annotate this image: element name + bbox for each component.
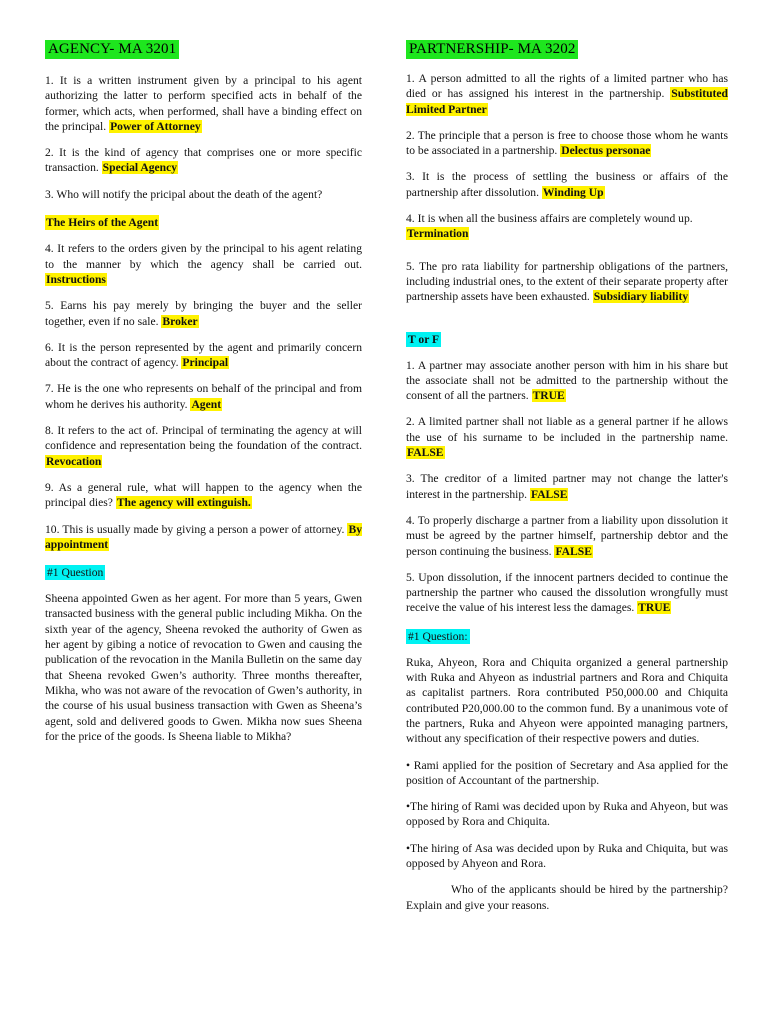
answer-highlight: TRUE — [532, 389, 565, 403]
partnership-question-prompt: Who of the applicants should be hired by the partnership? Explain and give your reasons. — [406, 883, 728, 912]
answer-highlight: Power of Attorney — [110, 119, 201, 133]
agency-item-5: 5. Earns his pay merely by bringing the buyer and the seller together, even if no sale. Broker — [45, 299, 362, 328]
tf-item-1: 1. A partner may associate another person with him in his share but the associate shall not be admitted to the partnership without the consent of all the partners. TRUE — [406, 358, 728, 403]
agency-item-7: 7. He is the one who represents on behalf of the principal and from whom he derives his authority. Agent — [45, 382, 362, 411]
answer-highlight: FALSE — [407, 446, 444, 460]
agency-item-4: 4. It refers to the orders given by the principal to his agent relating to the manner by which the agency shall be carried out. Instructions — [45, 242, 362, 286]
answer-highlight: FALSE — [530, 487, 568, 501]
agency-item-3: 3. Who will notify the pricipal about the death of the agent? — [45, 187, 323, 201]
tf-item-5: 5. Upon dissolution, if the innocent partners decided to continue the partnership the partner who caused the dissolution wrongfully must receive the value of his interest less the damages. TRUE — [406, 570, 728, 615]
agency-item-6: 6. It is the person represented by the agent and primarily concern about the contract of agency. Principal — [45, 340, 362, 370]
partnership-item-3: 3. It is the process of settling the business or affairs of the partnership after dissolution. Winding Up — [406, 170, 728, 199]
partnership-question-paragraph: •The hiring of Rami was decided upon by Ruka and Ahyeon, but was opposed by Rora and Chiquita. — [406, 800, 728, 829]
agency-item-8: 8. It refers to the act of. Principal of terminating the agency at will confidence and representation being the foundation of the contract. Revocation — [45, 424, 362, 468]
answer-highlight: Agent — [191, 397, 222, 411]
tf-item-4: 4. To properly discharge a partner from a liability upon dissolution it must be agreed by the partner himself, partnership debtor and the person continuing the business. FALSE — [406, 513, 728, 558]
agency-item-10: 10. This is usually made by giving a person a power of attorney. By appointment — [45, 522, 362, 551]
answer-highlight: By appointment — [45, 522, 362, 551]
tf-label: T or F — [408, 332, 440, 346]
question-label: #1 Question — [47, 566, 104, 580]
question-label: #1 Question: — [408, 629, 468, 643]
agency-column — [45, 40, 362, 755]
tf-item-2: 2. A limited partner shall not liable as a general partner if he allows the use of his surname to be included in the partnership name. FALSE — [406, 415, 728, 460]
answer-highlight: Revocation — [46, 454, 102, 468]
answer-highlight: Special Agency — [102, 161, 178, 175]
partnership-title: PARTNERSHIP- MA 3202 — [406, 40, 578, 59]
answer-highlight: Termination — [407, 227, 469, 241]
answer-highlight: Winding Up — [542, 185, 604, 199]
answer-highlight: Substituted Limited Partner — [406, 87, 728, 116]
answer-highlight: Principal — [182, 356, 229, 370]
agency-item-1: 1. It is a written instrument given by a principal to his agent authorizing the latter to perform specified acts in behalf of the former, which acts, when performed, shall have a binding effect on the principal. Power of Attorney — [45, 74, 362, 133]
answer-highlight: Instructions — [46, 272, 106, 286]
partnership-question-paragraph: Ruka, Ahyeon, Rora and Chiquita organized a general partnership with Ruka and Ahyeon as industrial partners and Rora and Chiquita as capitalist partners. Rora contributed P50,000.00 and Chiquita contributed P20,000.00 to the common fund. By a unanimous vote of the partners, Ruka and Ahyeon were appointed managing partners, without any specification of their respective powers and duties. — [406, 655, 728, 746]
answer-highlight: Broker — [162, 314, 198, 328]
partnership-question-paragraph: •The hiring of Asa was decided upon by Ruka and Chiquita, but was opposed by Ahyeon and Rora. — [406, 841, 728, 870]
answer-highlight: TRUE — [638, 601, 671, 615]
agency-item-2: 2. It is the kind of agency that comprises one or more specific transaction. Special Agency — [45, 146, 362, 175]
agency-title: AGENCY- MA 3201 — [45, 40, 179, 59]
answer-highlight: Delectus personae — [561, 144, 651, 158]
partnership-column — [406, 40, 728, 924]
tf-item-3: 3. The creditor of a limited partner may not change the latter's interest in the partnership. FALSE — [406, 472, 728, 501]
agency-question-text: Sheena appointed Gwen as her agent. For more than 5 years, Gwen transacted business with the general public including Mikha. On the sixth year of the agency, Sheena revoked the authority of Gwen as her agent by gibing a notice of revocation to Gwen and causing the publication of the revocation in the Manila Bulletin on the same day that Sheena revoked Gwen’s authority. Three months thereafter, Mikha, who was not aware of the revocation of Gwen’s authority, in the course of his usual business transaction with Gwen as Sheena’s agent, sold and delivered goods to Gwen. Mikha now sues Sheena for the price of the goods. Is Sheena liable to Mikha? — [45, 592, 362, 743]
partnership-question-paragraph: • Rami applied for the position of Secretary and Asa applied for the position of Accountant of the partnership. — [406, 758, 728, 787]
answer-highlight: FALSE — [555, 544, 592, 558]
partnership-item-2: 2. The principle that a person is free to choose those whom he wants to be associated in a partnership. Delectus personae — [406, 128, 728, 158]
partnership-item-5: 5. The pro rata liability for partnership obligations of the partners, including industrial ones, to the extent of their separate property after partnership assets have been exhausted. Subsidiary liability — [406, 259, 728, 304]
answer-highlight: The agency will extinguish. — [116, 496, 251, 510]
answer-highlight: The Heirs of the Agent — [46, 216, 159, 230]
agency-item-9: 9. As a general rule, what will happen to the agency when the principal dies? The agency will extinguish. — [45, 480, 362, 510]
partnership-item-1: 1. A person admitted to all the rights of a limited partner who has died or has assigned his interest in the partnership. Substituted Limited Partner — [406, 72, 728, 116]
partnership-item-4: 4. It is when all the business affairs are completely wound up. Termination — [406, 212, 693, 241]
answer-highlight: Subsidiary liability — [593, 290, 689, 304]
